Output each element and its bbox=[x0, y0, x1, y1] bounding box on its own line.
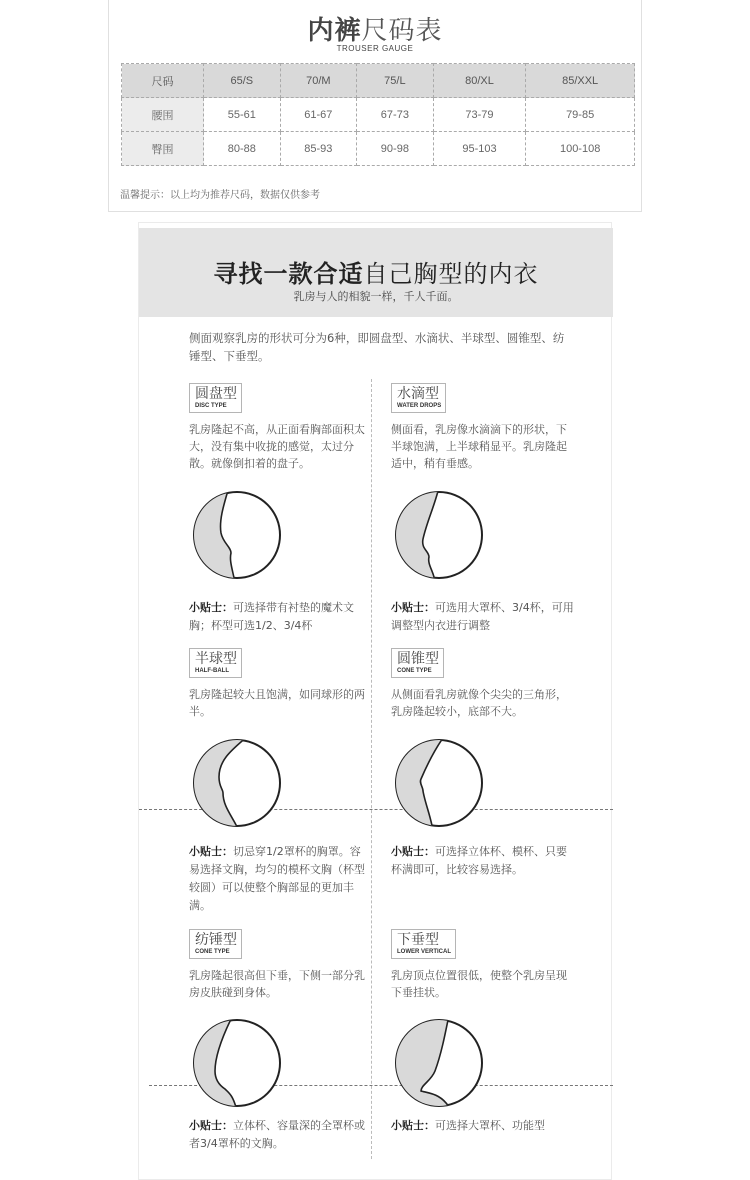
tip-label: 小贴士： bbox=[189, 1119, 233, 1132]
size-chart-title-bold: 内裤 bbox=[307, 16, 362, 46]
header-cell: 80/XL bbox=[433, 64, 526, 98]
type-lower-vertical bbox=[391, 929, 576, 1001]
tip-text: 可选择立体杯、模杯、只要杯满即可，比较容易选择。 bbox=[391, 845, 567, 876]
tip-text: 可选用大罩杯、3/4杯，可用调整型内衣进行调整 bbox=[391, 601, 574, 632]
header-cell: 75/L bbox=[357, 64, 434, 98]
header-cell: 70/M bbox=[280, 64, 357, 98]
table-cell: 80-88 bbox=[204, 132, 281, 166]
table-row bbox=[122, 132, 635, 166]
size-table bbox=[121, 63, 635, 166]
disc-shape-diagram bbox=[189, 487, 285, 583]
table-row bbox=[122, 98, 635, 132]
column-divider bbox=[371, 379, 372, 1159]
header-cell: 65/S bbox=[204, 64, 281, 98]
type-description: 侧面看，乳房像水滴滴下的形状，下半球饱满，上半球稍显平。乳房隆起适中，稍有垂感。 bbox=[391, 423, 567, 470]
half-ball-shape-diagram bbox=[189, 735, 285, 831]
type-name-en: WATER DROPS bbox=[397, 403, 442, 409]
bra-guide-section bbox=[138, 222, 612, 1180]
type-name-en: DISC TYPE bbox=[195, 403, 227, 409]
type-name-en: CONE TYPE bbox=[397, 668, 432, 674]
table-cell: 85-93 bbox=[280, 132, 357, 166]
type-name: 下垂型 bbox=[397, 932, 439, 948]
type-tip bbox=[189, 843, 369, 915]
table-cell: 100-108 bbox=[526, 132, 635, 166]
water-drops-shape-diagram bbox=[391, 487, 487, 583]
tip-label: 小贴士： bbox=[391, 845, 435, 858]
table-cell: 67-73 bbox=[357, 98, 434, 132]
guide-title-rest: 自己胸型的内衣 bbox=[363, 260, 539, 288]
size-chart-title bbox=[109, 10, 641, 47]
type-tag bbox=[391, 929, 456, 959]
header-cell: 85/XXL bbox=[526, 64, 635, 98]
type-spindle bbox=[189, 929, 374, 1001]
tip-text: 切忌穿1/2罩杯的胸罩。容易选择文胸，均匀的模杯文胸（杯型较圆）可以使整个胸部显的更加丰满。 bbox=[189, 845, 365, 912]
table-cell: 90-98 bbox=[357, 132, 434, 166]
type-tag bbox=[391, 383, 446, 413]
guide-intro: 侧面观察乳房的形状可分为6种，即圆盘型、水滴状、半球型、圆锥型、纺锤型、下垂型。 bbox=[189, 331, 565, 363]
type-tag bbox=[391, 648, 444, 678]
tip-label: 小贴士： bbox=[189, 845, 233, 858]
row-label: 腰围 bbox=[122, 98, 204, 132]
type-tag bbox=[189, 383, 242, 413]
type-disc bbox=[189, 383, 374, 472]
tip-label: 小贴士： bbox=[391, 1119, 435, 1132]
type-description: 乳房隆起较大且饱满，如同球形的两半。 bbox=[189, 688, 365, 718]
type-description: 乳房隆起很高但下垂，下侧一部分乳房皮肤碰到身体。 bbox=[189, 969, 365, 999]
type-name: 纺锤型 bbox=[195, 932, 237, 948]
type-tag bbox=[189, 648, 242, 678]
table-cell: 55-61 bbox=[204, 98, 281, 132]
table-cell: 79-85 bbox=[526, 98, 635, 132]
size-chart-note: 温馨提示：以上均为推荐尺码，数据仅供参考 bbox=[120, 190, 320, 201]
size-table-header-row bbox=[122, 64, 635, 98]
type-name: 水滴型 bbox=[397, 386, 439, 402]
guide-subtitle: 乳房与人的相貌一样，千人千面。 bbox=[293, 290, 459, 303]
size-chart-title-rest: 尺码表 bbox=[361, 16, 443, 46]
table-cell: 73-79 bbox=[433, 98, 526, 132]
type-tip bbox=[391, 843, 576, 879]
size-chart-subtitle: TROUSER GAUGE bbox=[336, 44, 414, 53]
type-description: 乳房隆起不高，从正面看胸部面积太大，没有集中收拢的感觉，太过分散。就像倒扣着的盘子。 bbox=[189, 423, 365, 470]
spindle-shape-diagram bbox=[189, 1015, 285, 1111]
type-tag bbox=[189, 929, 242, 959]
tip-text: 立体杯、容量深的全罩杯或者3/4罩杯的文胸。 bbox=[189, 1119, 365, 1150]
table-cell: 95-103 bbox=[433, 132, 526, 166]
cone-shape-diagram bbox=[391, 735, 487, 831]
guide-title bbox=[139, 254, 613, 289]
type-tip bbox=[189, 599, 369, 635]
guide-title-bold: 寻找一款合适 bbox=[213, 260, 364, 288]
type-name: 圆盘型 bbox=[195, 386, 237, 402]
row-label: 臀围 bbox=[122, 132, 204, 166]
lower-vertical-shape-diagram bbox=[391, 1015, 487, 1111]
type-name: 半球型 bbox=[195, 651, 237, 667]
header-cell: 尺码 bbox=[122, 64, 204, 98]
type-name-en: LOWER VERTICAL bbox=[397, 949, 451, 955]
type-description: 乳房顶点位置很低，使整个乳房呈现下垂挂状。 bbox=[391, 969, 567, 999]
tip-text: 可选择带有衬垫的魔术文胸；杯型可选1/2、3/4杯 bbox=[189, 601, 354, 632]
type-water-drops bbox=[391, 383, 576, 472]
tip-label: 小贴士： bbox=[189, 601, 233, 614]
type-name-en: HALF-BALL bbox=[195, 668, 229, 674]
type-tip bbox=[391, 599, 576, 635]
type-tip bbox=[391, 1117, 576, 1135]
type-name: 圆锥型 bbox=[397, 651, 439, 667]
table-cell: 61-67 bbox=[280, 98, 357, 132]
tip-label: 小贴士： bbox=[391, 601, 435, 614]
type-half-ball bbox=[189, 648, 374, 720]
guide-header bbox=[139, 228, 613, 317]
type-description: 从侧面看乳房就像个尖尖的三角形，乳房隆起较小，底部不大。 bbox=[391, 688, 567, 718]
tip-text: 可选择大罩杯、功能型 bbox=[435, 1119, 545, 1132]
size-chart-card bbox=[108, 0, 642, 212]
type-tip bbox=[189, 1117, 369, 1153]
type-cone bbox=[391, 648, 576, 720]
type-name-en: CONE TYPE bbox=[195, 949, 230, 955]
